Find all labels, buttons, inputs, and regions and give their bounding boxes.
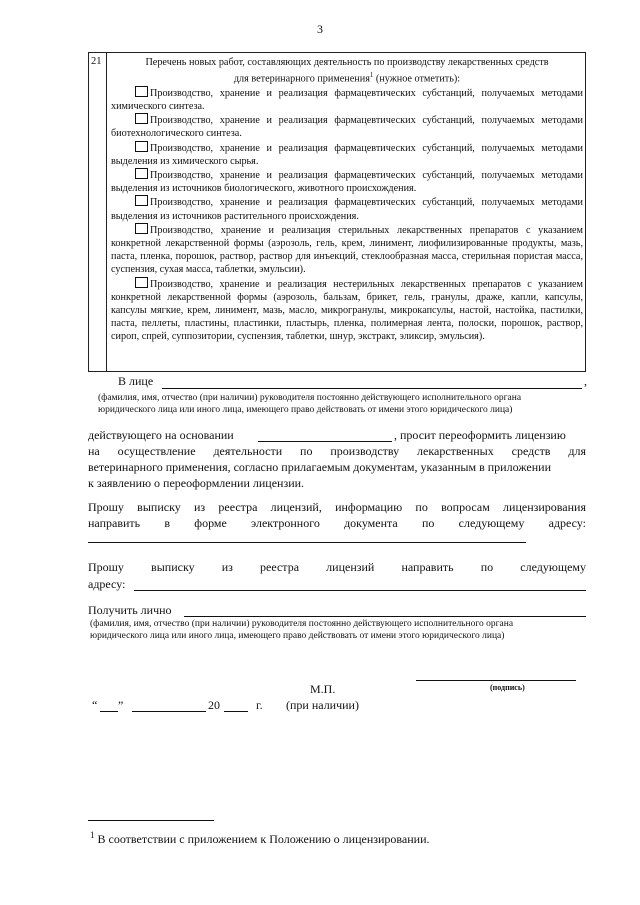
acting-line3: ветеринарного применения, согласно прилагаемым документам, указанным в приложении xyxy=(88,460,551,474)
acting-basis-field[interactable] xyxy=(258,441,392,442)
extract-email-line1: Прошу выписку из реестра лицензий, информацию по вопросам лицензирования xyxy=(88,500,586,514)
fio2-note-line2: юридического лица или иного лица, имеющего право действовать от имени этого юридического лица) xyxy=(90,631,505,641)
date-year-suffix: г. xyxy=(256,698,263,712)
work-option[interactable] xyxy=(111,168,583,195)
work-option-label: Производство, хранение и реализация фармацевтических субстанций, получаемых методами биотехнологического синтеза. xyxy=(111,115,583,140)
works-heading-post: (нужное отметить): xyxy=(373,73,461,85)
receive-personally-field[interactable] xyxy=(184,616,586,617)
footnote-ref: 1 xyxy=(369,71,374,80)
in-person-comma: , xyxy=(584,374,587,388)
receive-personally-label: Получить лично xyxy=(88,603,172,617)
postal-address-field[interactable] xyxy=(134,590,586,591)
work-option-label: Производство, хранение и реализация нестерильных лекарственных препаратов с указанием конкретной лекарственной формы (аэрозоль, бальзам, брикет, гель, гранулы, драже, капли, капсулы, капсулы мягкие, крем, линимент, мазь, масло, микрогранулы, микрокапсулы, настой, настойка, пастилки, паста, пеллеты, пластины, пластинки, пластырь, пленка, полимерная лента, полоски, порошок, раствор, сироп, спрей, суппозитории, суспензия, таблетки, шнур, экстракт, эликсир, эмульсия). xyxy=(111,278,583,343)
acting-line2: на осуществление деятельности по производству лекарственных средств для xyxy=(88,444,586,458)
acting-basis-suffix: , просит переоформить лицензию xyxy=(394,428,566,442)
extract-post-line1: Прошу выписку из реестра лицензий направить по следующему xyxy=(88,560,586,574)
electronic-address-field[interactable] xyxy=(88,542,526,543)
checkbox[interactable] xyxy=(135,141,148,152)
checkbox[interactable] xyxy=(135,168,148,179)
page-number: 3 xyxy=(317,22,323,36)
date-quote-open: “ xyxy=(92,698,98,712)
extract-email-line2: направить в форме электронного документа по следующему адресу: xyxy=(88,516,586,530)
date-day-field[interactable] xyxy=(100,711,118,712)
signature-caption: (подпись) xyxy=(490,683,525,692)
footnote xyxy=(90,830,430,847)
date-year-field[interactable] xyxy=(224,711,248,712)
work-option-label: Производство, хранение и реализация фармацевтических субстанций, получаемых методами химического синтеза. xyxy=(111,87,583,112)
work-option-label: Производство, хранение и реализация фармацевтических субстанций, получаемых методами выделения из химического сырья. xyxy=(111,142,583,167)
date-year-prefix: 20 xyxy=(208,698,220,712)
works-list xyxy=(111,56,583,344)
work-option[interactable] xyxy=(111,141,583,168)
fio-note-line2: юридического лица или иного лица, имеющего право действовать от имени этого юридического лица) xyxy=(98,405,513,415)
works-heading-line2 xyxy=(111,69,583,86)
work-option-label: Производство, хранение и реализация стерильных лекарственных препаратов с указанием конкретной лекарственной формы (аэрозоль, гель, крем, линимент, лиофилизированные продукты, мазь, паста, пленка, порошок, раствор, раствор для инъекций, стеклообразная масса, стерильная пористая масса, суспензия, сухая масса, таблетки, эмульсии). xyxy=(111,224,583,276)
checkbox[interactable] xyxy=(135,277,148,288)
work-option[interactable] xyxy=(111,223,583,277)
work-option[interactable] xyxy=(111,195,583,222)
fio-note-line1: (фамилия, имя, отчество (при наличии) руководителя постоянно действующего исполнительного органа xyxy=(98,393,522,403)
acting-line4: к заявлению о переоформлении лицензии. xyxy=(88,476,305,490)
seal-label: М.П. xyxy=(310,682,336,696)
footnote-separator xyxy=(88,820,214,821)
in-person-field[interactable] xyxy=(162,388,582,389)
item-number-cell xyxy=(89,53,107,371)
in-person-label: В лице xyxy=(118,374,154,388)
checkbox[interactable] xyxy=(135,195,148,206)
date-quote-close: ” xyxy=(118,698,124,712)
date-month-field[interactable] xyxy=(132,711,206,712)
works-heading-pre: для ветеринарного применения xyxy=(233,73,370,85)
work-option[interactable] xyxy=(111,277,583,344)
footnote-mark: 1 xyxy=(90,830,95,840)
work-option-label: Производство, хранение и реализация фармацевтических субстанций, получаемых методами выделения из источников биологического, животного происхождения. xyxy=(111,170,583,195)
item-number: 21 xyxy=(91,56,102,67)
footnote-text: В соответствии с приложением к Положению о лицензировании. xyxy=(94,832,430,846)
work-option-label: Производство, хранение и реализация фармацевтических субстанций, получаемых методами выделения из источников растительного происхождения. xyxy=(111,197,583,222)
works-heading-line1: Перечень новых работ, составляющих деятельность по производству лекарственных средств xyxy=(145,57,549,68)
work-option[interactable] xyxy=(111,113,583,140)
seal-note: (при наличии) xyxy=(286,698,359,712)
extract-post-address-label: адресу: xyxy=(88,577,126,591)
signature-field[interactable] xyxy=(416,680,576,681)
works-table xyxy=(88,52,586,372)
work-option[interactable] xyxy=(111,86,583,113)
checkbox[interactable] xyxy=(135,113,148,124)
fio2-note-line1: (фамилия, имя, отчество (при наличии) руководителя постоянно действующего исполнительного органа xyxy=(90,619,514,629)
checkbox[interactable] xyxy=(135,223,148,234)
acting-basis-label: действующего на основании xyxy=(88,428,234,442)
checkbox[interactable] xyxy=(135,86,148,97)
